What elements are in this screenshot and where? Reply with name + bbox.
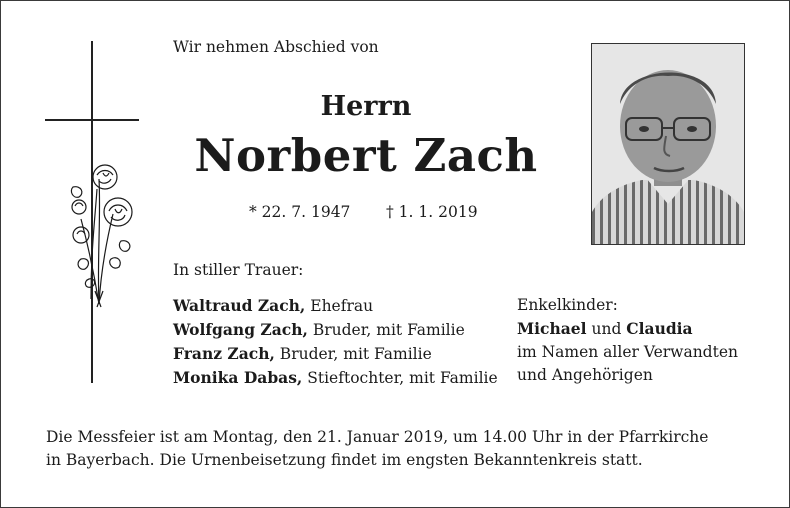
service-info-line-2: in Bayerbach. Die Urnenbeisetzung findet im engsten Bekanntenkreis statt.	[46, 451, 643, 469]
service-info-line-1: Die Messfeier ist am Montag, den 21. Januar 2019, um 14.00 Uhr in der Pfarrkirche	[46, 428, 709, 446]
relative-name: Monika Dabas,	[173, 368, 303, 387]
mourning-label: In stiller Trauer:	[173, 261, 304, 279]
relative-line	[173, 366, 498, 390]
grandchild-name: Michael	[517, 319, 587, 338]
birth-date: * 22. 7. 1947	[249, 203, 351, 221]
relative-line	[173, 318, 498, 342]
service-info	[46, 426, 708, 472]
relatives-line: und Angehörigen	[517, 366, 653, 384]
relative-name: Franz Zach,	[173, 344, 275, 363]
conjunction: und	[586, 320, 627, 338]
intro-text: Wir nehmen Abschied von	[173, 38, 379, 56]
salutation: Herrn	[320, 91, 412, 122]
roses-icon	[61, 159, 137, 309]
relative-name: Wolfgang Zach,	[173, 320, 308, 339]
portrait-photo	[591, 43, 745, 245]
cross-horizontal-bar	[45, 119, 139, 121]
grandchildren-label: Enkelkinder:	[517, 296, 618, 314]
grandchildren-block	[517, 294, 738, 387]
relative-relation: Bruder, mit Familie	[307, 321, 465, 339]
relative-relation: Ehefrau	[305, 297, 374, 315]
relative-name: Waltraud Zach,	[173, 296, 306, 315]
grandchildren-names	[517, 317, 738, 341]
death-date: † 1. 1. 2019	[386, 203, 478, 221]
relative-relation: Bruder, mit Familie	[274, 345, 432, 363]
relative-line	[173, 342, 498, 366]
relatives-list	[173, 294, 498, 390]
behalf-line: im Namen aller Verwandten	[517, 343, 738, 361]
deceased-name: Norbert Zach	[194, 129, 538, 182]
relative-line	[173, 294, 498, 318]
relative-relation: Stieftochter, mit Familie	[302, 369, 498, 387]
grandchild-name: Claudia	[626, 319, 693, 338]
portrait-illustration	[592, 44, 744, 244]
